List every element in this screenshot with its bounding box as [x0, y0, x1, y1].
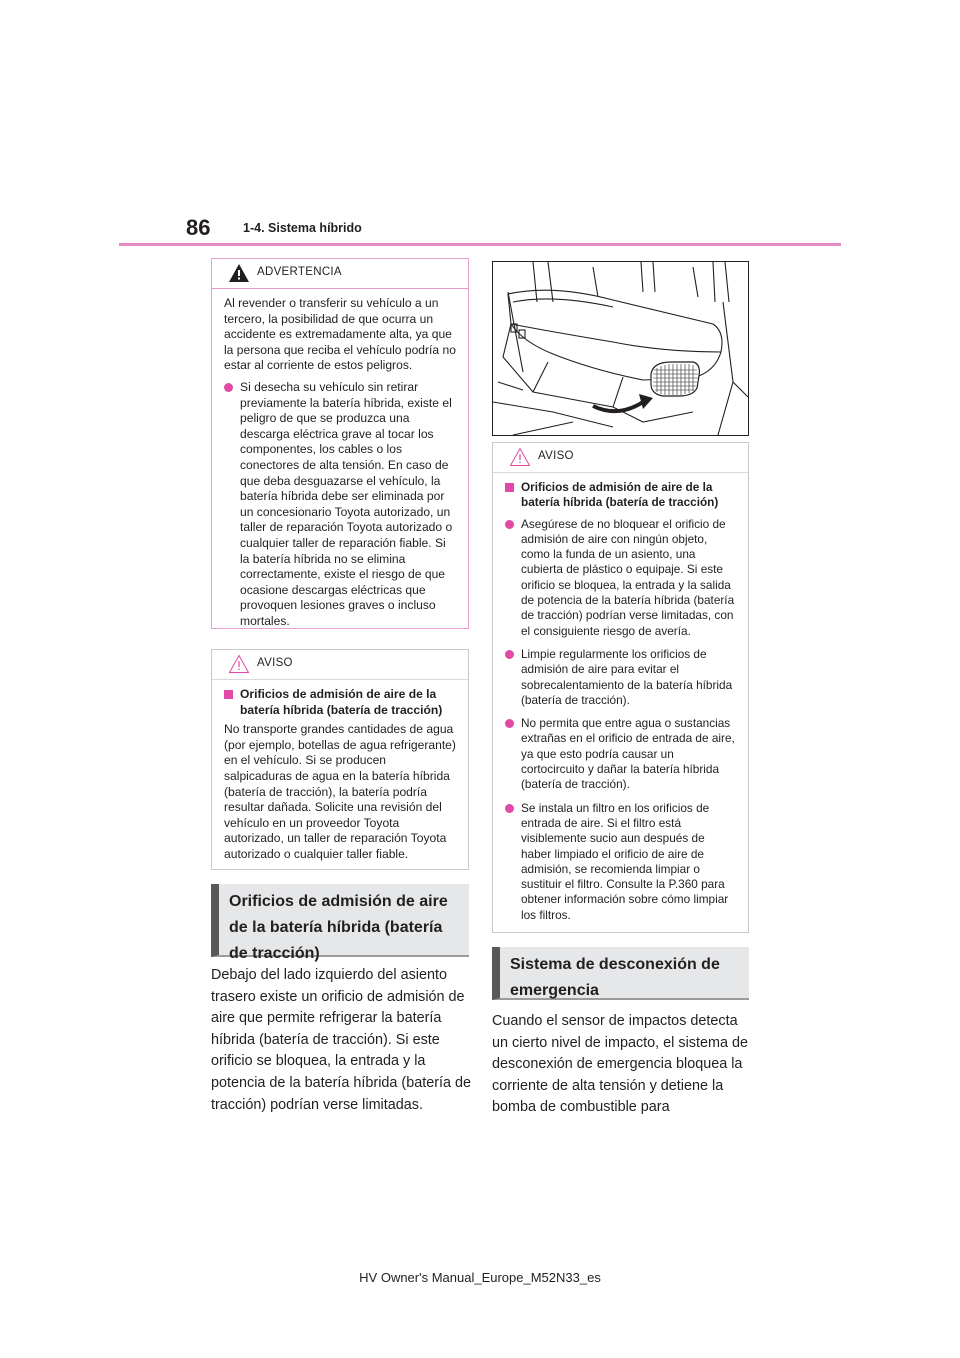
bullet-dot-icon	[505, 650, 514, 659]
warning-body	[212, 289, 468, 629]
section-title: 1-4. Sistema híbrido	[243, 221, 362, 235]
notice-box-right-header	[493, 443, 748, 473]
section-emergency-body: Cuando el sensor de impactos detecta un cierto nivel de impacto, el sistema de desconexión de emergencia bloquea la corriente de alta tensión y detiene la bomba de combustible para	[492, 1013, 748, 1116]
warning-title: ADVERTENCIA	[257, 266, 342, 278]
air-intake-vent	[651, 362, 699, 396]
notice-right-bullet: No permita que entre agua o sustancias extrañas en el orificio de entrada de aire, ya que esto podría causar un cortocircuito y dañar la batería híbrida (batería de tracción).	[505, 716, 736, 792]
bullet-dot-icon	[505, 804, 514, 813]
notice-left-subtitle: Orificios de admisión de aire de la batería híbrida (batería de tracción)	[224, 687, 456, 718]
rear-seat-drawing	[493, 262, 748, 435]
notice-left-text: No transporte grandes cantidades de agua (por ejemplo, botellas de agua refrigerante) en el vehículo. Si se producen salpicaduras de agua en la batería híbrida (batería de tracción), la batería podría resultar dañada. Solicite una revisión del vehículo en un proveedor Toyota autorizado, un taller de reparación Toyota autorizado o cualquier taller fiable.	[224, 722, 456, 861]
caution-triangle-icon	[228, 654, 250, 674]
section-heading-intake: Orificios de admisión de aire de la batería híbrida (batería de tracción)	[211, 884, 469, 957]
notice-right-bullet: Limpie regularmente los orificios de admisión de aire para evitar el sobrecalentamiento de la batería híbrida (batería de tracción).	[505, 647, 736, 708]
section-heading-emergency: Sistema de desconexión de emergencia	[492, 947, 749, 1000]
notice-box-left-header	[212, 650, 468, 680]
notice-right-bullet: Asegúrese de no bloquear el orificio de admisión de aire con ningún objeto, como la funda de un asiento, una cubierta de plástico o equipaje. Si este orificio se bloquea, la entrada y la salida de potencia de la batería híbrida (batería de tracción) podrían verse limitadas, con el consiguiente riesgo de avería.	[505, 517, 736, 639]
notice-left-title: AVISO	[257, 657, 293, 669]
section-intake-body: Debajo del lado izquierdo del asiento trasero existe un orificio de admisión de aire que permite refrigerar la batería híbrida (batería de tracción). Si este orificio se bloquea, la entrada y la potencia de la batería híbrida (batería de tracción) podrían verse limitadas.	[211, 967, 472, 1113]
rear-seat-illustration	[492, 261, 749, 436]
bullet-dot-icon	[224, 383, 233, 392]
arrow-icon	[593, 402, 643, 411]
warning-intro: Al revender o transferir su vehículo a un tercero, la posibilidad de que ocurra un accidente es extremadamente alta, ya que la persona que reciba el vehículo podría no estar al corriente de estos peligros.	[224, 296, 456, 373]
page-number: 86	[186, 215, 211, 240]
notice-box-right	[492, 442, 749, 933]
square-bullet-icon	[224, 690, 233, 699]
warning-bullet-text: Si desecha su vehículo sin retirar previamente la batería híbrida, existe el peligro de que se produzca una descarga eléctrica grave al tocar los componentes, los cables o los conectores de alta tensión. En caso de que deba desguazarse el vehículo, la batería híbrida debe ser eliminada por un concesionario Toyota autorizado, un taller de reparación Toyota autorizado o cualquier taller de reparación fiable. Si la batería híbrida no se elimina correctamente, existe el riesgo de que ocasione descargas eléctricas que provoquen lesiones graves o incluso mortales.	[240, 379, 453, 628]
header-rule	[119, 243, 841, 246]
footer-text: HV Owner's Manual_Europe_M52N33_es	[359, 1270, 601, 1285]
bullet-dot-icon	[505, 719, 514, 728]
notice-right-bullet: Se instala un filtro en los orificios de entrada de aire. Si el filtro está visiblemente sucio aun después de haber limpiado el orificio de aire de admisión, se recomienda limpiar o sustituir el filtro. Consulte la P.360 para obtener información sobre cómo limpiar los filtros.	[505, 801, 736, 923]
notice-right-title: AVISO	[538, 450, 574, 462]
warning-bullet	[224, 380, 456, 630]
notice-left-body	[212, 680, 468, 863]
square-bullet-icon	[505, 483, 514, 492]
notice-box-left	[211, 649, 469, 870]
bullet-dot-icon	[505, 520, 514, 529]
warning-box-header	[212, 259, 468, 289]
warning-triangle-icon	[228, 263, 250, 283]
caution-triangle-icon	[509, 447, 531, 467]
notice-right-body	[493, 473, 748, 923]
warning-box	[211, 258, 469, 629]
notice-right-subtitle: Orificios de admisión de aire de la batería híbrida (batería de tracción)	[505, 480, 736, 511]
